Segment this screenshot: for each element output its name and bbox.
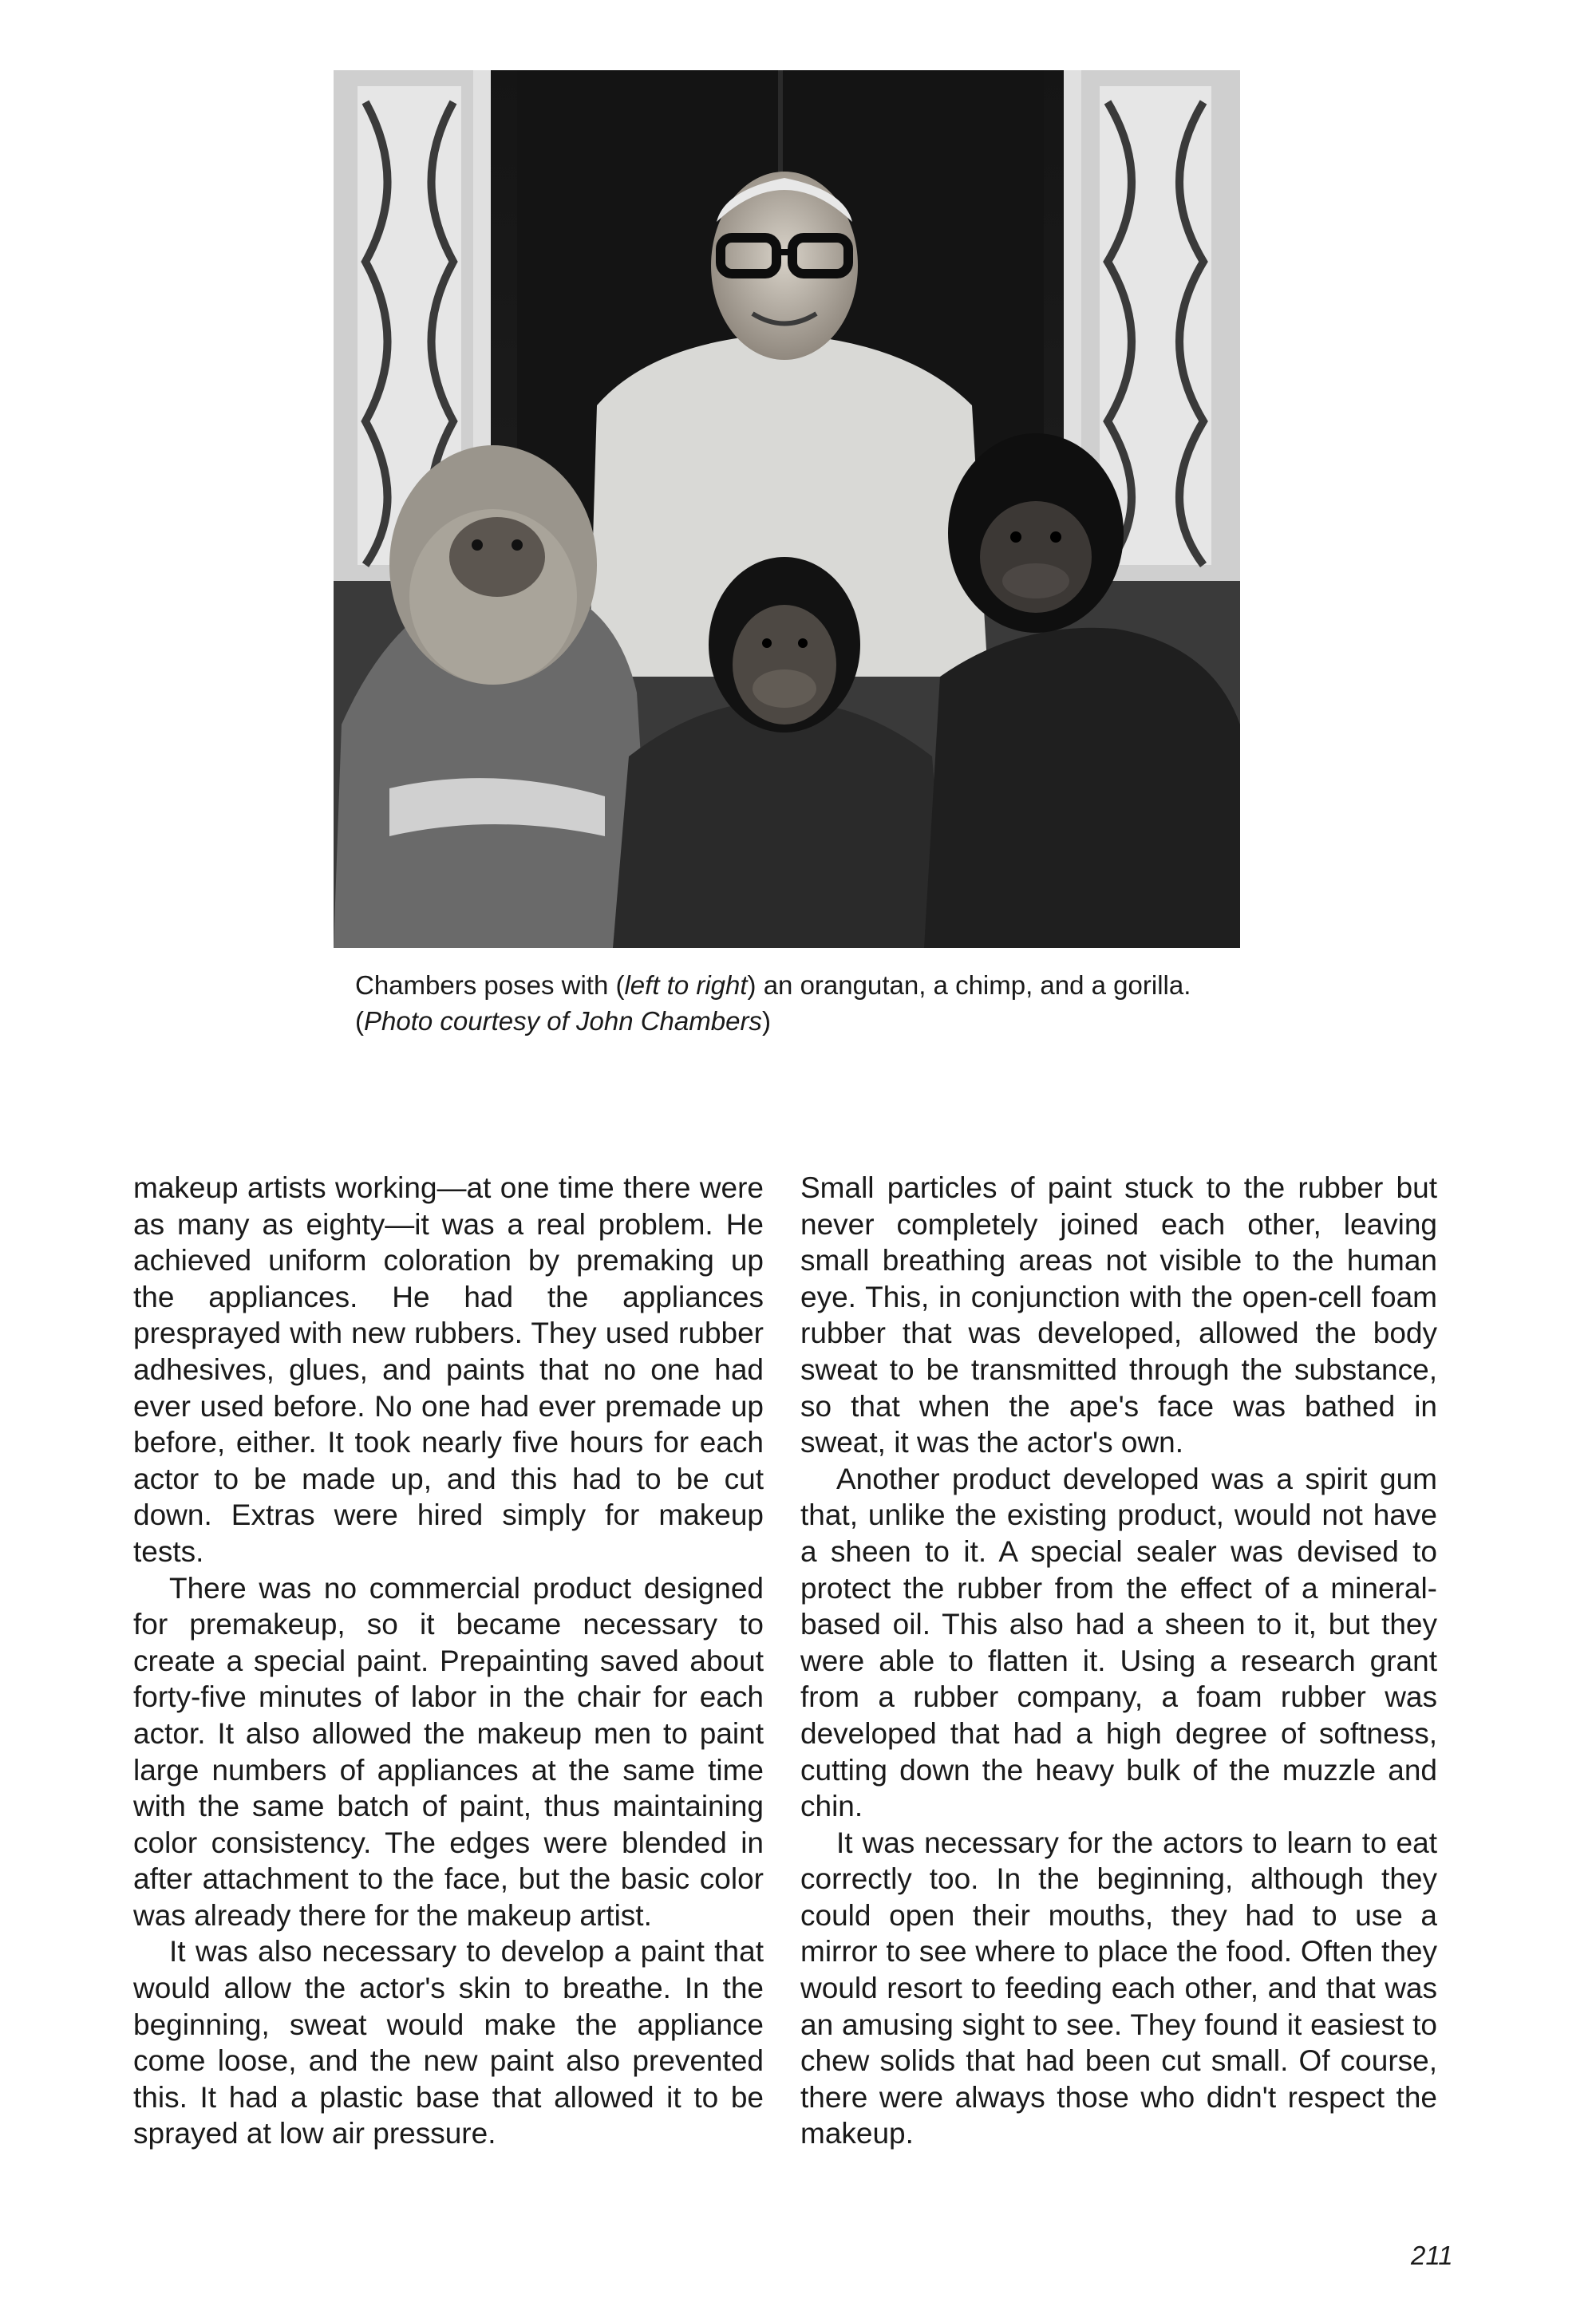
photograph [334, 70, 1240, 948]
caption-text-2: ) an orangutan, a chimp, and a gorilla. ( [355, 970, 1191, 1036]
figure-caption [355, 967, 1249, 1039]
right-column [800, 1170, 1437, 2152]
paragraph: It was necessary for the actors to learn to eat correctly too. In the beginning, although they could open their mouths, they had to use a mirror to see where to place the food. Often they would resort to feeding each other, and that was an amusing sight to see. They found it easiest to chew solids that had been cut small. Of course, there were always those who didn't respect the makeup. [800, 1826, 1437, 2150]
left-column [133, 1170, 764, 2152]
paragraph: makeup artists working—at one time there were as many as eighty—it was a real problem. He achieved uniform coloration by premaking up the appliances. He had the appliances presprayed with new rubbers. They used rubber adhesives, glues, and paints that no one had ever used before. No one had ever premade up before, either. It took nearly five hours for each actor to be made up, and this had to be cut down. Extras were hired simply for makeup tests. [133, 1171, 764, 1568]
photo-illustration [334, 70, 1240, 948]
paragraph: Another product developed was a spirit gum that, unlike the existing product, would not have a sheen to it. A special sealer was devised to protect the rubber from the effect of a mineral-based oil. This also had a sheen to it, but they were able to flatten it. Using a research grant from a rubber company, a foam rubber was developed that had a high degree of softness, cutting down the heavy bulk of the muzzle and chin. [800, 1462, 1437, 1823]
paragraph: There was no commercial product designed for premakeup, so it became necessary to create a special paint. Prepainting saved about forty-five minutes of labor in the chair for each actor. It also allowed the makeup men to paint large numbers of appliances at the same time with the same batch of paint, thus maintaining color consistency. The edges were blended in after attachment to the face, but the basic color was already there for the makeup artist. [133, 1571, 764, 1932]
caption-text-3: ) [761, 1006, 771, 1036]
page-number: 211 [1411, 2241, 1453, 2270]
caption-italic-1: left to right [624, 970, 748, 1000]
paragraph: It was also necessary to develop a paint that would allow the actor's skin to breathe. In the beginning, sweat would make the appliance come loose, and the new paint also prevented this. It had a plastic base that allowed it to be sprayed at low air pressure. [133, 1935, 764, 2150]
caption-text-1: Chambers poses with ( [355, 970, 625, 1000]
paragraph: Small particles of paint stuck to the rubber but never completely joined each other, leaving small breathing areas not visible to the human eye. This, in conjunction with the open-cell foam rubber that was developed, allowed the body sweat to be transmitted through the substance, so that when the ape's face was bathed in sweat, it was the actor's own. [800, 1171, 1437, 1459]
caption-italic-2: Photo courtesy of John Chambers [364, 1006, 762, 1036]
